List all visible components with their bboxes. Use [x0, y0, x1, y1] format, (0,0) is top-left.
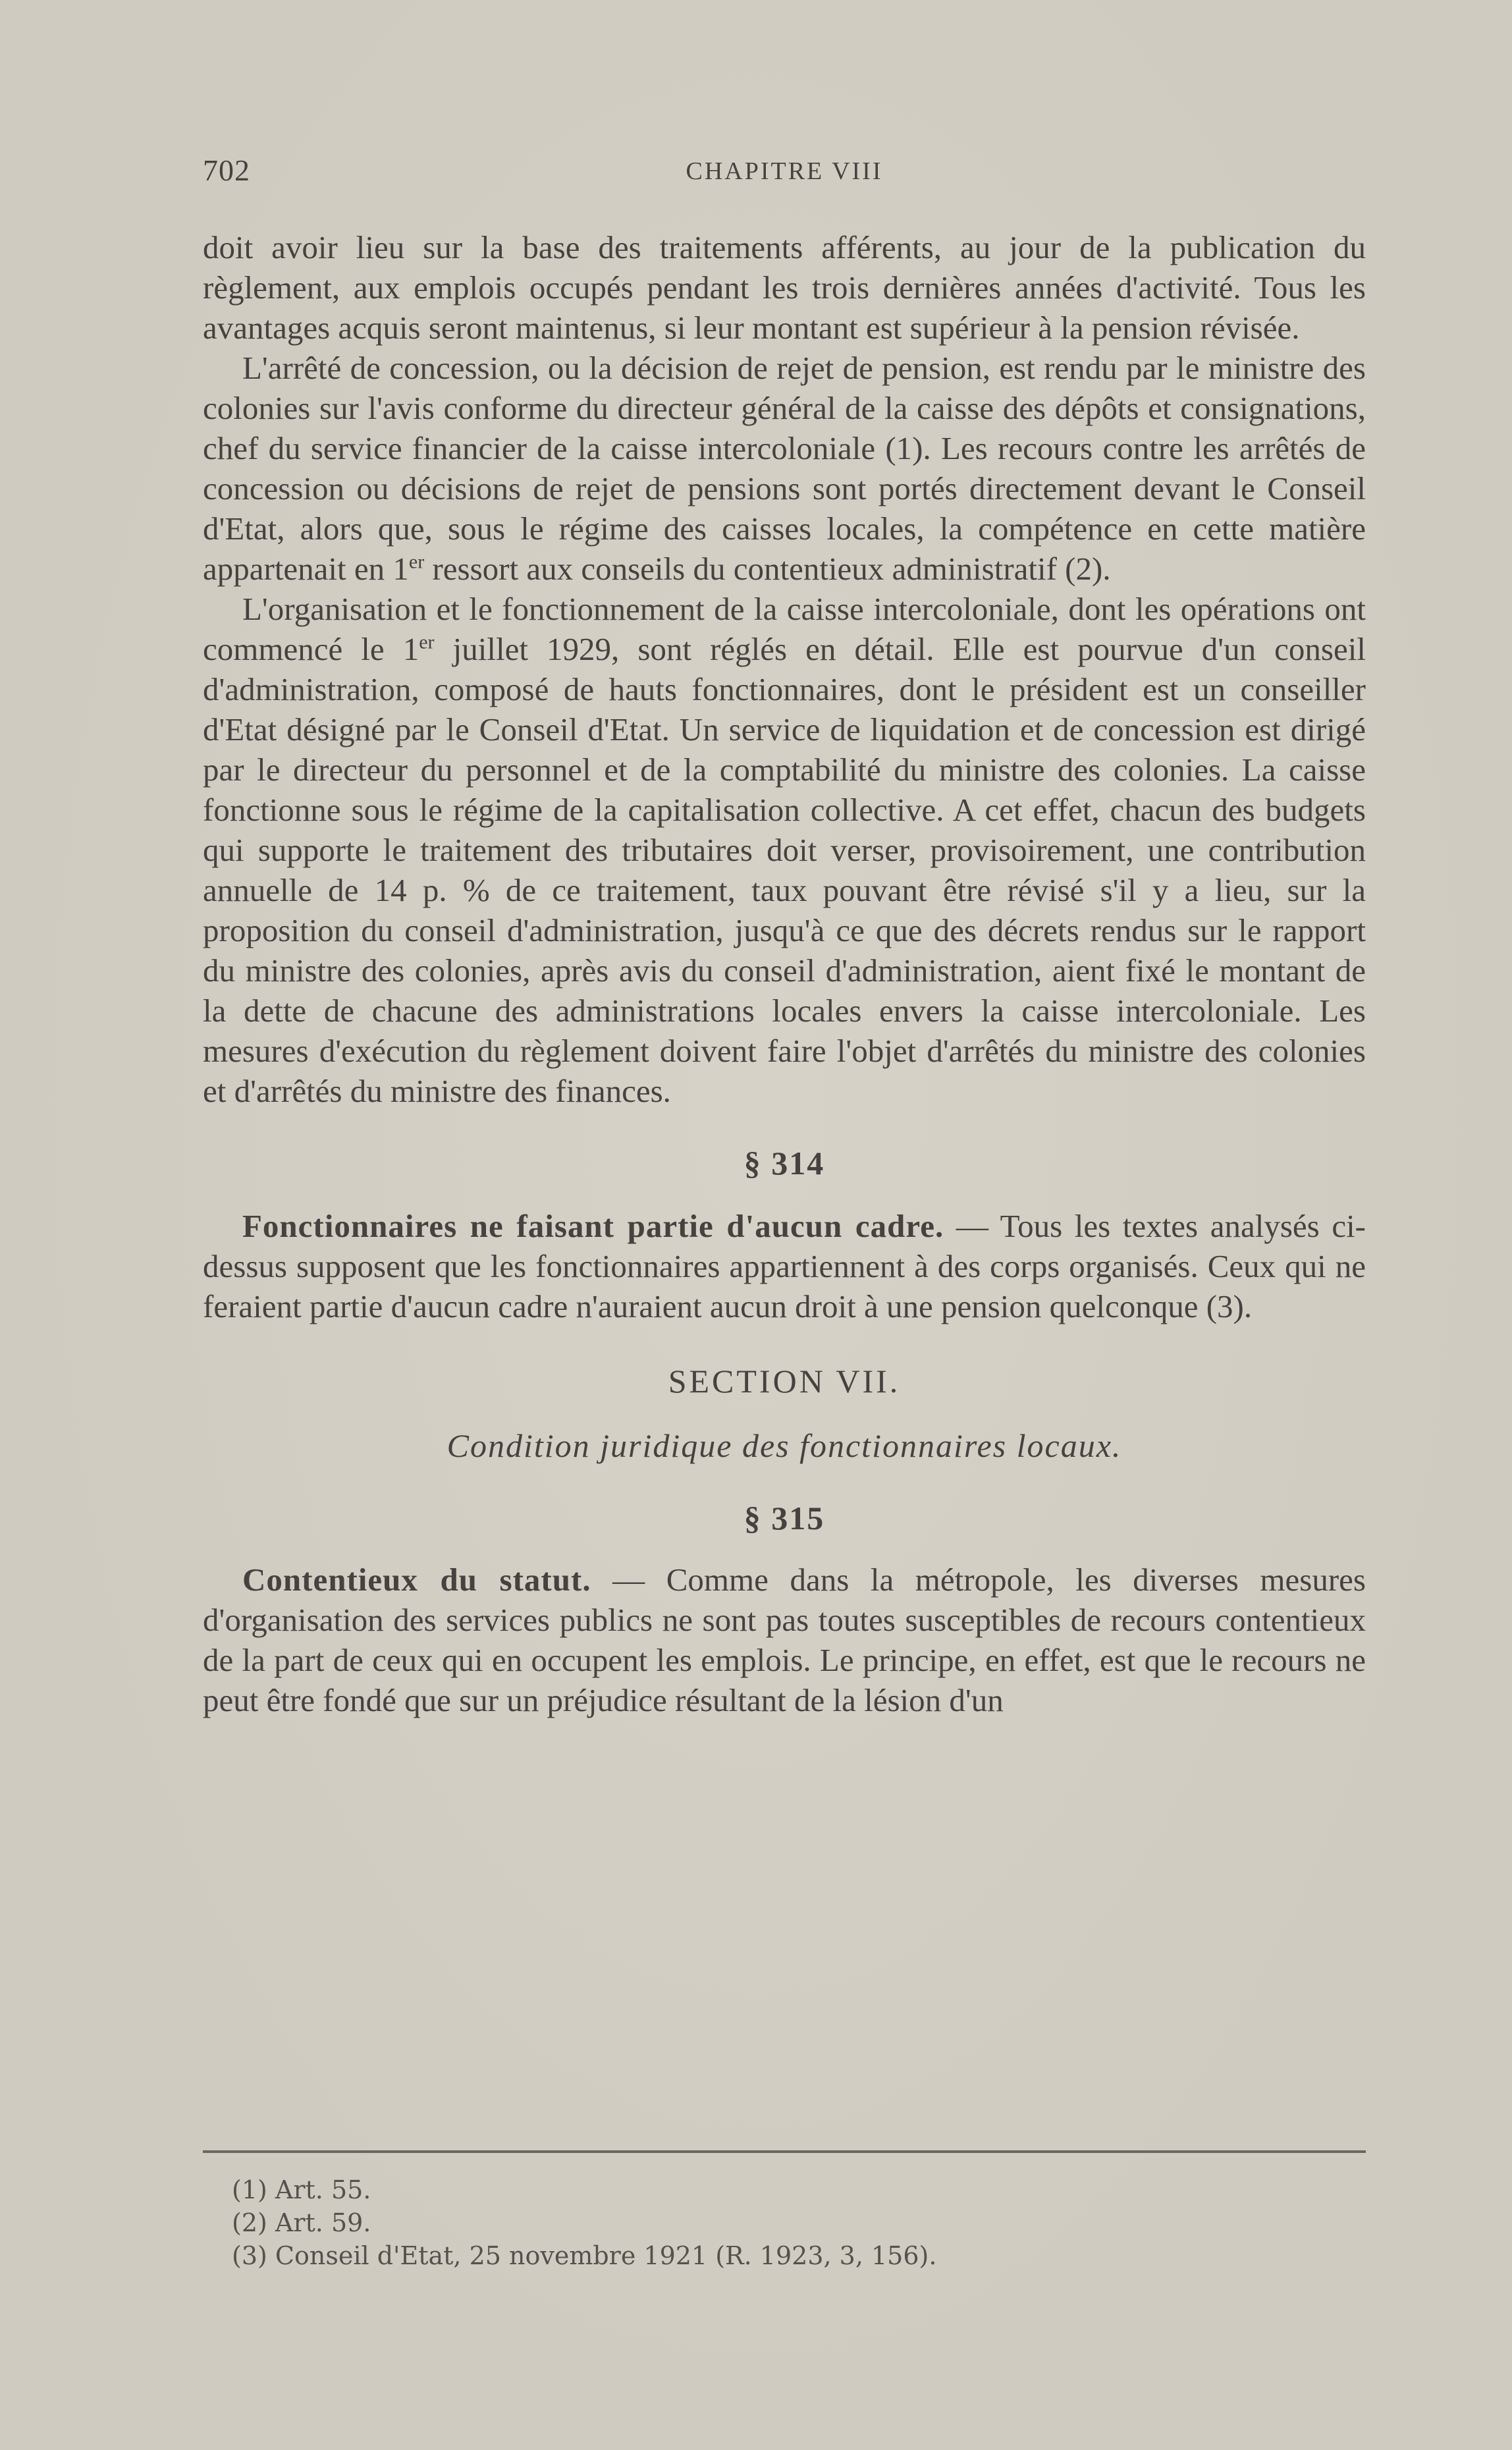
- paragraph-caisse-intercoloniale: [203, 589, 1366, 1111]
- paragraph-text: ressort aux conseils du contentieux administratif (2).: [424, 551, 1111, 587]
- paragraph-text: juillet 1929, sont réglés en détail. Elle est pourvue d'un conseil d'administration, composé de hauts fonctionnaires, dont le président est un conseiller d'Etat désigné par le Conseil d'Etat. Un service de liquidation et de concession est dirigé par le directeur du personnel et de la comptabilité du ministre des colonies. La caisse fonctionne sous le régime de la capitalisation collective. A cet effet, chacun des budgets qui supporte le traitement des tributaires doit verser, provisoirement, une contribution annuelle de 14 p. % de ce traitement, taux pouvant être révisé s'il y a lieu, sur la proposition du conseil d'administration, jusqu'à ce que des décrets rendus sur le rapport du ministre des colonies, après avis du conseil d'administration, aient fixé le montant de la dette de chacune des administrations locales envers la caisse intercoloniale. Les mesures d'exécution du règlement doivent faire l'objet d'arrêtés du ministre des colonies et d'arrêtés du ministre des finances.: [203, 631, 1366, 1109]
- section-heading: SECTION VII.: [668, 1363, 901, 1400]
- footnotes: [232, 2173, 1351, 2272]
- paragraph-lead-heading: Fonctionnaires ne faisant partie d'aucun cadre.: [242, 1208, 944, 1244]
- paragraph-text: Comme dans la métropole, les diverses mesures d'organisation des services publics ne sont pas toutes susceptibles de recours contentieux de la part de ceux qui en occupent les emplois. Le principe, en effet, est que le recours ne peut être fondé que sur un préjudice résultant de la lésion d'un: [203, 1562, 1366, 1718]
- paragraph-text: L'arrêté de concession, ou la décision de rejet de pension, est rendu par le ministre des colonies sur l'avis conforme du directeur général de la caisse des dépôts et consignations, chef du service financier de la caisse intercoloniale (1). Les recours contre les arrêtés de concession ou décisions de rejet de pensions sont portés directement devant le Conseil d'Etat, alors que, sous le régime des caisses locales, la compétence en cette matière appartenait en 1: [203, 350, 1366, 587]
- paragraph-contentieux-statut: [203, 1560, 1366, 1720]
- paragraph-text: L'organisation et le fonctionnement de la caisse intercoloniale, dont les opérations ont commencé le 1: [203, 591, 1366, 667]
- running-head: [203, 153, 1366, 195]
- chapter-title: CHAPITRE VIII: [686, 157, 883, 185]
- ordinal-superscript: er: [408, 551, 425, 573]
- footnote: (2) Art. 59.: [232, 2208, 371, 2237]
- footnote-rule: [203, 2150, 1366, 2153]
- footnote: (3) Conseil d'Etat, 25 novembre 1921 (R. 1923, 3, 156).: [232, 2241, 937, 2270]
- footnote: (1) Art. 55.: [232, 2175, 371, 2204]
- em-dash: —: [944, 1208, 1000, 1244]
- paragraph-fonctionnaires-sans-cadre: [203, 1206, 1366, 1326]
- paragraph-lead-heading: Contentieux du statut.: [242, 1562, 591, 1598]
- paragraph-continuation: doit avoir lieu sur la base des traitements afférents, au jour de la publication du règlement, aux emplois occupés pendant les trois dernières années d'activité. Tous les avantages acquis seront maintenus, si leur montant est supérieur à la pension révisée.: [203, 229, 1366, 346]
- section-subtitle: Condition juridique des fonctionnaires locaux.: [446, 1427, 1122, 1464]
- paragraph-arrete-concession: [203, 348, 1366, 589]
- body-text: [203, 227, 1366, 1720]
- section-mark-314: § 314: [743, 1145, 825, 1182]
- section-mark-315: § 315: [743, 1500, 825, 1537]
- ordinal-superscript: er: [419, 631, 435, 653]
- page-number: 702: [203, 153, 250, 187]
- em-dash: —: [591, 1562, 666, 1598]
- paragraph-text: Tous les textes analysés ci-dessus supposent que les fonctionnaires appartiennent à des corps organisés. Ceux qui ne feraient partie d'aucun cadre n'auraient aucun droit à une pension quelconque (3).: [203, 1208, 1366, 1324]
